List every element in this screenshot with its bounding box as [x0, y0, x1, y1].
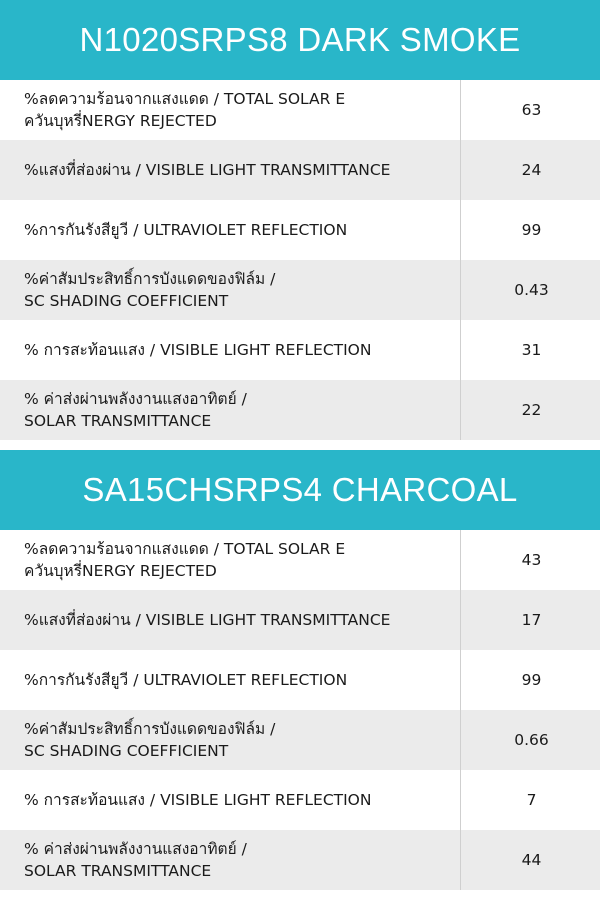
- spec-label: [0, 200, 460, 260]
- table-row: [0, 80, 600, 140]
- table-row: [0, 830, 600, 890]
- product-title: N1020SRPS8 DARK SMOKE: [0, 0, 600, 80]
- spec-label-line: % การสะท้อนแสง / VISIBLE LIGHT REFLECTION: [24, 341, 372, 359]
- spec-value: 0.43: [514, 281, 549, 299]
- spec-label-line: %แสงที่ส่องผ่าน / VISIBLE LIGHT TRANSMITTANCE: [24, 611, 391, 629]
- spec-label-line: %ค่าสัมประสิทธิ์การบังแดดของฟิล์ม /: [24, 270, 276, 288]
- spec-label: [0, 320, 460, 380]
- spec-value: 99: [521, 671, 542, 689]
- table-row: [0, 770, 600, 830]
- spec-label: [0, 710, 460, 770]
- spec-label-line: % ค่าส่งผ่านพลังงานแสงอาทิตย์ /: [24, 840, 247, 858]
- product-section-1: [0, 0, 600, 440]
- section-divider: [0, 440, 600, 450]
- spec-table: [0, 530, 600, 890]
- table-row: [0, 590, 600, 650]
- table-row: [0, 530, 600, 590]
- product-section-2: [0, 450, 600, 890]
- spec-label: [0, 260, 460, 320]
- spec-table: [0, 80, 600, 440]
- spec-label-line: %ค่าสัมประสิทธิ์การบังแดดของฟิล์ม /: [24, 720, 276, 738]
- spec-value: 17: [521, 611, 542, 629]
- spec-label: [0, 830, 460, 890]
- spec-label-line: % การสะท้อนแสง / VISIBLE LIGHT REFLECTION: [24, 791, 372, 809]
- spec-value: 0.66: [514, 731, 549, 749]
- spec-label: [0, 140, 460, 200]
- spec-label: [0, 650, 460, 710]
- spec-value: 31: [521, 341, 542, 359]
- table-row: [0, 650, 600, 710]
- spec-label-line: %ลดความร้อนจากแสงแดด / TOTAL SOLAR E: [24, 540, 346, 558]
- spec-value: 43: [521, 551, 542, 569]
- spec-label: [0, 590, 460, 650]
- table-row: [0, 260, 600, 320]
- spec-label: [0, 770, 460, 830]
- spec-label: [0, 80, 460, 140]
- spec-label-line: ควันบุหรี่NERGY REJECTED: [24, 562, 217, 580]
- table-row: [0, 140, 600, 200]
- table-row: [0, 200, 600, 260]
- spec-label: [0, 380, 460, 440]
- table-row: [0, 320, 600, 380]
- spec-label: [0, 530, 460, 590]
- spec-label-line: %ลดความร้อนจากแสงแดด / TOTAL SOLAR E: [24, 90, 346, 108]
- spec-label-line: %แสงที่ส่องผ่าน / VISIBLE LIGHT TRANSMITTANCE: [24, 161, 391, 179]
- spec-value: 99: [521, 221, 542, 239]
- spec-label-line: %การกันรังสียูวี / ULTRAVIOLET REFLECTION: [24, 671, 348, 689]
- spec-label-line: SOLAR TRANSMITTANCE: [24, 862, 212, 880]
- spec-value: 44: [521, 851, 542, 869]
- spec-label-line: SC SHADING COEFFICIENT: [24, 292, 229, 310]
- product-title: SA15CHSRPS4 CHARCOAL: [0, 450, 600, 530]
- spec-value: 7: [526, 791, 537, 809]
- spec-value: 24: [521, 161, 542, 179]
- table-row: [0, 710, 600, 770]
- spec-label-line: ควันบุหรี่NERGY REJECTED: [24, 112, 217, 130]
- spec-label-line: % ค่าส่งผ่านพลังงานแสงอาทิตย์ /: [24, 390, 247, 408]
- spec-label-line: SOLAR TRANSMITTANCE: [24, 412, 212, 430]
- spec-value: 22: [521, 401, 542, 419]
- spec-label-line: %การกันรังสียูวี / ULTRAVIOLET REFLECTION: [24, 221, 348, 239]
- spec-label-line: SC SHADING COEFFICIENT: [24, 742, 229, 760]
- table-row: [0, 380, 600, 440]
- spec-value: 63: [521, 101, 542, 119]
